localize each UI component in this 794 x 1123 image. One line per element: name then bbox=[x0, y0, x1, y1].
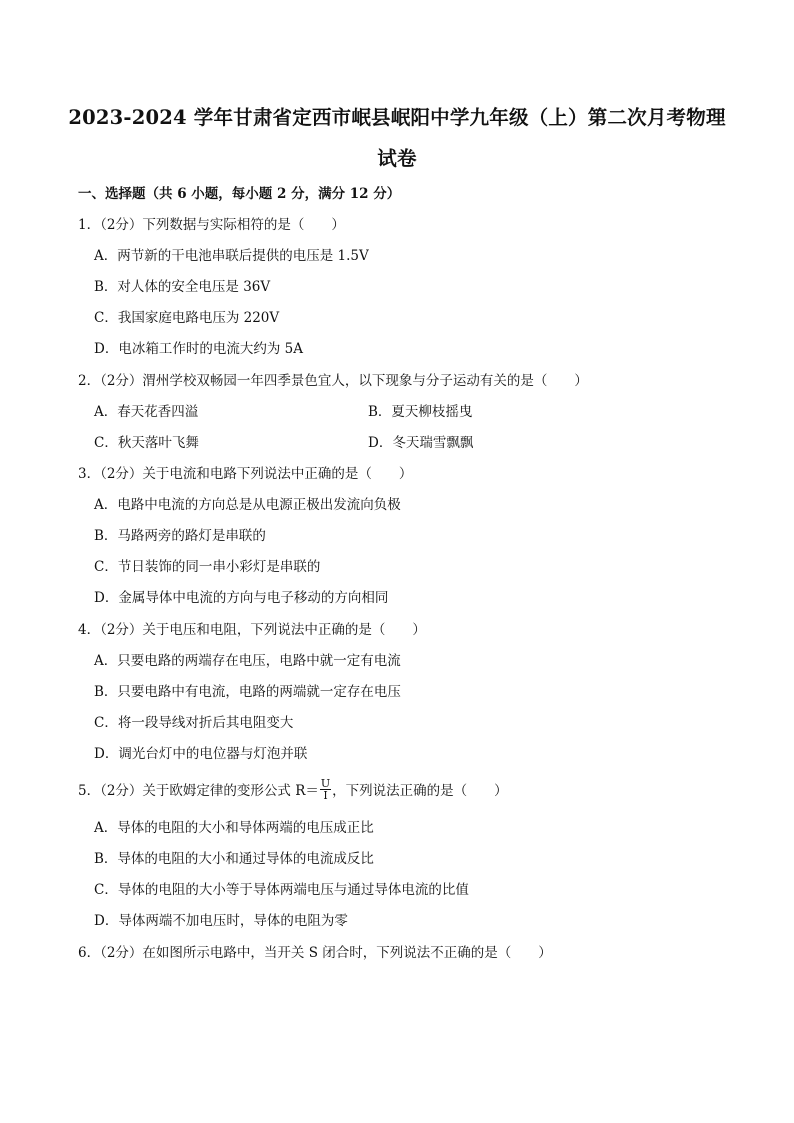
question-2-option-c: C．秋天落叶飞舞 bbox=[94, 435, 199, 451]
question-1-option-a: A．两节新的干电池串联后提供的电压是 1.5V bbox=[94, 248, 369, 264]
question-4-option-a: A．只要电路的两端存在电压，电路中就一定有电流 bbox=[94, 653, 401, 669]
question-3-option-a: A．电路中电流的方向总是从电源正极出发流向负极 bbox=[94, 497, 401, 513]
question-1-option-b: B．对人体的安全电压是 36V bbox=[94, 279, 271, 295]
question-4-option-c: C．将一段导线对折后其电阻变大 bbox=[94, 715, 294, 731]
question-3-option-d: D．金属导体中电流的方向与电子移动的方向相同 bbox=[94, 590, 389, 606]
exam-title-line-2: 试卷 bbox=[377, 147, 417, 170]
fraction-numerator: U bbox=[320, 777, 331, 790]
section-heading: 一、选择题（共 6 小题，每小题 2 分，满分 12 分） bbox=[78, 186, 401, 202]
question-6-stem: 6．（2分）在如图所示电路中，当开关 S 闭合时，下列说法不正确的是（ ） bbox=[78, 945, 552, 961]
ohm-law-fraction bbox=[320, 778, 331, 801]
question-5-stem-after: ，下列说法正确的是（ ） bbox=[332, 783, 508, 799]
question-5-option-a: A．导体的电阻的大小和导体两端的电压成正比 bbox=[94, 820, 374, 836]
question-3-option-c: C．节日装饰的同一串小彩灯是串联的 bbox=[94, 559, 321, 575]
question-4-stem: 4．（2分）关于电压和电阻，下列说法中正确的是（ ） bbox=[78, 622, 426, 638]
question-2-stem: 2．（2分）渭州学校双畅园一年四季景色宜人，以下现象与分子运动有关的是（ ） bbox=[78, 373, 588, 389]
question-1-option-c: C．我国家庭电路电压为 220V bbox=[94, 310, 280, 326]
question-2-option-d: D．冬天瑞雪飘飘 bbox=[368, 435, 474, 451]
question-5-stem-before: 5．（2分）关于欧姆定律的变形公式 R＝ bbox=[78, 783, 319, 799]
question-4-option-b: B．只要电路中有电流，电路的两端就一定存在电压 bbox=[94, 684, 401, 700]
exam-title-line-1: 2023-2024 学年甘肃省定西市岷县岷阳中学九年级（上）第二次月考物理 bbox=[68, 106, 726, 129]
question-5-option-b: B．导体的电阻的大小和通过导体的电流成反比 bbox=[94, 851, 374, 867]
question-5-option-d: D．导体两端不加电压时，导体的电阻为零 bbox=[94, 913, 348, 929]
question-2-option-a: A．春天花香四溢 bbox=[94, 404, 199, 420]
question-2-option-b: B．夏天柳枝摇曳 bbox=[368, 404, 473, 420]
fraction-denominator: I bbox=[323, 789, 328, 802]
question-5-option-c: C．导体的电阻的大小等于导体两端电压与通过导体电流的比值 bbox=[94, 882, 469, 898]
question-3-option-b: B．马路两旁的路灯是串联的 bbox=[94, 528, 266, 544]
question-1-stem: 1．（2分）下列数据与实际相符的是（ ） bbox=[78, 217, 345, 233]
question-1-option-d: D．电冰箱工作时的电流大约为 5A bbox=[94, 341, 303, 357]
question-5-stem bbox=[78, 777, 508, 803]
question-3-stem: 3．（2分）关于电流和电路下列说法中正确的是（ ） bbox=[78, 466, 413, 482]
question-4-option-d: D．调光台灯中的电位器与灯泡并联 bbox=[94, 746, 308, 762]
